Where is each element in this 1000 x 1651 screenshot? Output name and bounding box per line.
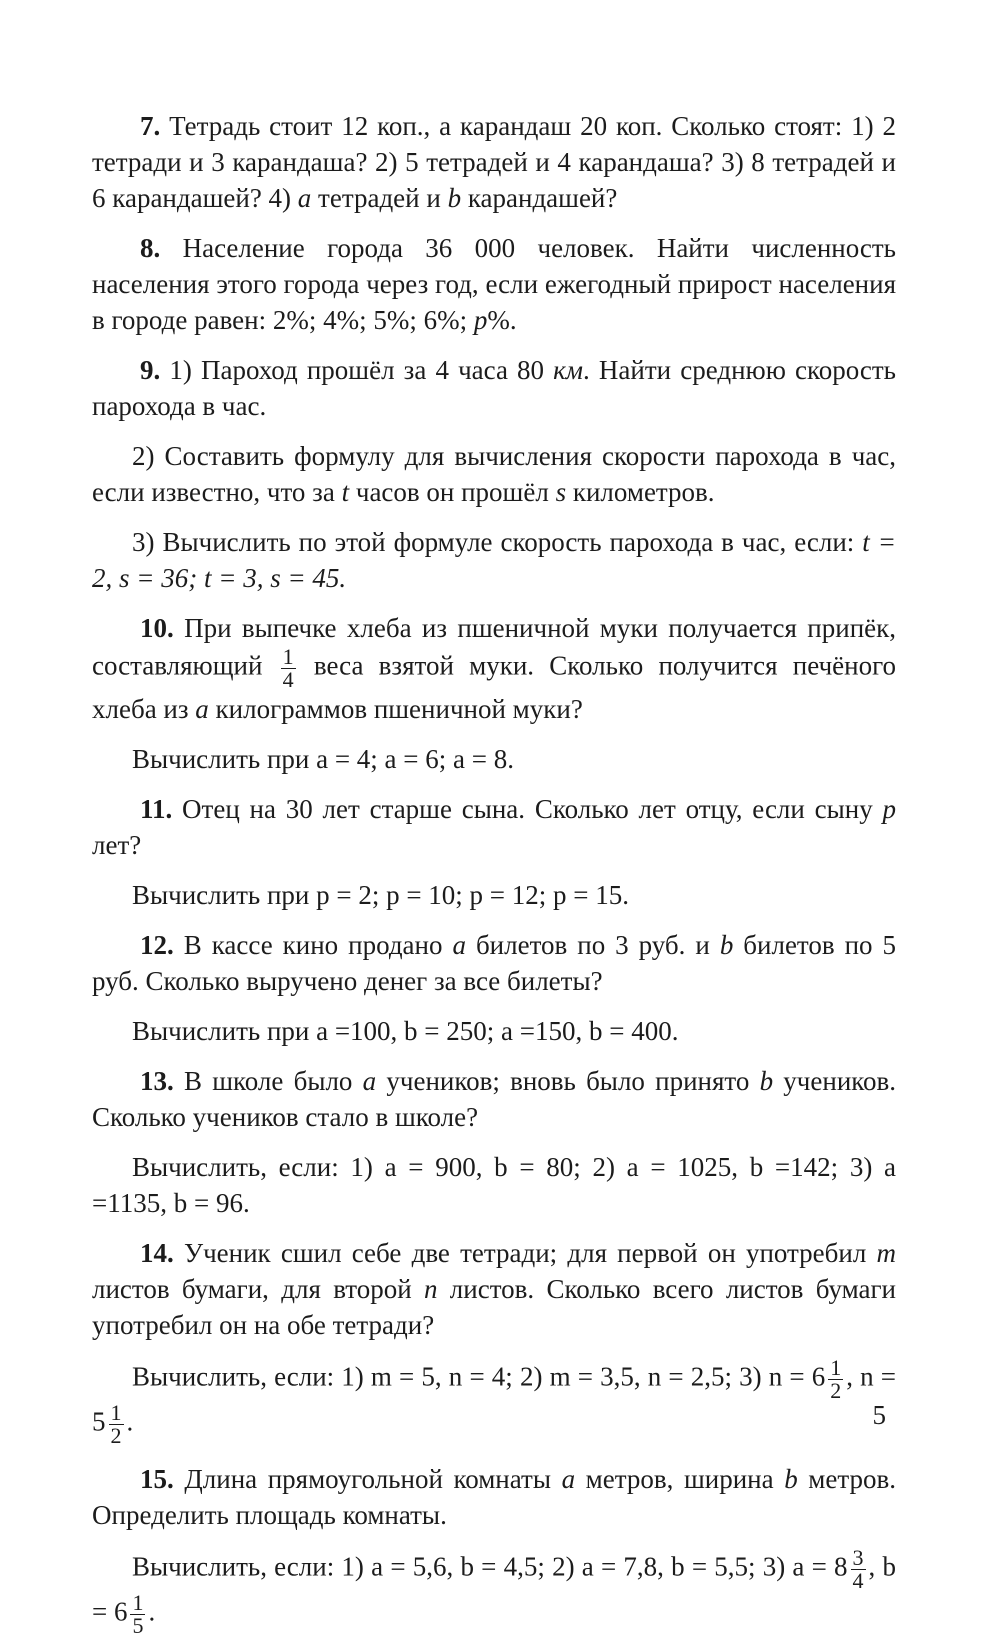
problem-text: Отец на 30 лет старше сына. Сколько лет отцу, если сыну: [182, 794, 883, 824]
problem-number: 13.: [140, 1066, 174, 1096]
problem-text: учеников. Сколько учеников стало в школе?: [92, 1066, 897, 1132]
variable: b: [784, 1464, 798, 1494]
problem-text: метров, ширина: [575, 1464, 785, 1494]
problem-9-part-2: [92, 438, 896, 510]
problem-9-part-3: [92, 524, 896, 596]
problem-11: [92, 791, 896, 863]
variable: a: [362, 1066, 377, 1096]
unit: км: [553, 355, 584, 385]
problem-9-part-1: [92, 352, 896, 424]
problem-13-calc: [92, 1149, 896, 1221]
fraction: [281, 646, 296, 691]
calc-text: , b = 6: [92, 1551, 897, 1627]
problem-7: [92, 108, 896, 216]
problem-text: Тетрадь стоит 12 коп., а карандаш 20 коп. Сколько стоят: 1) 2 тетради и 3 карандаша? 2) 5 тетрадей и 4 карандаша? 3) 8 тетрадей и 6 карандашей? 4): [92, 111, 897, 213]
problem-text: %.: [487, 305, 517, 335]
problem-14: [92, 1235, 896, 1343]
problem-number: 10.: [140, 613, 174, 643]
variable: a: [195, 694, 209, 724]
problem-text: килограммов пшеничной муки?: [208, 694, 583, 724]
problem-text: листов бумаги, для второй: [92, 1274, 424, 1304]
problem-10: [92, 610, 896, 727]
problem-text: Население города 36 000 человек. Найти численность населения этого города через год, если ежегодный прирост населения в городе равен: 2%; 4%; 5%; 6%;: [92, 233, 896, 335]
page-number: 5: [872, 1400, 886, 1430]
fraction-denominator: 2: [830, 1378, 842, 1403]
variable: b: [759, 1066, 774, 1096]
problem-11-calc: [92, 877, 896, 913]
variable: a: [452, 930, 466, 960]
problem-text: лет?: [92, 830, 142, 860]
problem-text: 3) Вычислить по этой формуле скорость парохода в час, если:: [132, 527, 863, 557]
problem-number: 15.: [140, 1464, 174, 1494]
fraction: [851, 1547, 866, 1592]
problem-text: листов. Сколько всего листов бумаги употребил он на обе тетради?: [92, 1274, 896, 1340]
problem-text: В школе было: [183, 1066, 363, 1096]
problem-number: 11.: [140, 794, 173, 824]
variable: b: [719, 930, 734, 960]
problem-text: Ученик сшил себе две тетради; для первой он употребил: [183, 1238, 877, 1268]
problem-number: 8.: [140, 233, 161, 263]
fraction-denominator: 4: [852, 1568, 864, 1593]
problem-text: . Найти среднюю скорость парохода в час.: [92, 355, 896, 421]
problem-text: часов он прошёл: [349, 477, 556, 507]
variable: b: [447, 183, 462, 213]
problem-text: 2) Составить формулу для вычисления скорости парохода в час, если известно, что за: [92, 441, 896, 507]
problem-text: В кассе кино продано: [183, 930, 453, 960]
problem-text: Длина прямоугольной комнаты: [184, 1464, 562, 1494]
problem-10-calc: [92, 741, 896, 777]
page-content: [92, 108, 896, 1651]
problem-text: тетрадей и: [311, 183, 448, 213]
fraction-numerator: 1: [282, 644, 294, 669]
problem-12-calc: [92, 1013, 896, 1049]
problem-text: билетов по 5 руб. Сколько выручено денег за все билеты?: [92, 930, 897, 996]
problem-text: билетов по 3 руб. и: [465, 930, 720, 960]
problem-text: карандашей?: [461, 183, 618, 213]
calc-text: Вычислить, если: 1) m = 5, n = 4; 2) m = 3,5, n = 2,5; 3) n = 6: [132, 1361, 826, 1392]
calc-text: .: [126, 1406, 134, 1437]
problem-text: веса взятой муки. Сколько получится печёного хлеба из: [92, 650, 896, 724]
variable: t: [341, 477, 350, 507]
calc-text: Вычислить, если: 1) a = 5,6, b = 4,5; 2) a = 7,8, b = 5,5; 3) a = 8: [132, 1551, 848, 1582]
fraction-numerator: 1: [110, 1400, 122, 1425]
problem-number: 7.: [140, 111, 161, 141]
problem-text: километров.: [566, 477, 715, 507]
formula: t = 2, s = 36; t = 3, s = 45.: [92, 527, 896, 593]
calc-text: Вычислить, если: 1) a = 900, b = 80; 2) a = 1025, b =142; 3) a =1135, b = 96.: [92, 1152, 896, 1218]
problem-text: При выпечке хлеба из пшеничной муки получается припёк, составляющий: [92, 613, 896, 681]
fraction: [109, 1402, 124, 1447]
fraction: [130, 1592, 145, 1637]
variable: p: [473, 305, 488, 335]
problem-text: метров. Определить площадь комнаты.: [92, 1464, 896, 1530]
calc-text: Вычислить при a =100, b = 250; a =150, b = 400.: [132, 1016, 679, 1046]
problem-15-calc: [92, 1547, 896, 1637]
variable: m: [876, 1238, 897, 1268]
problem-8: [92, 230, 896, 338]
problem-text: 1) Пароход прошёл за 4 часа 80: [169, 355, 554, 385]
calc-text: .: [148, 1596, 156, 1627]
fraction: [828, 1357, 843, 1402]
variable: a: [561, 1464, 576, 1494]
calc-text: Вычислить при a = 4; a = 6; a = 8.: [132, 744, 514, 774]
problem-number: 9.: [140, 355, 161, 385]
problem-12: [92, 927, 896, 999]
problem-text: учеников; вновь было принято: [376, 1066, 760, 1096]
variable: p: [882, 794, 896, 824]
problem-14-calc: [92, 1357, 896, 1447]
fraction-denominator: 4: [282, 667, 294, 692]
problem-number: 12.: [140, 930, 174, 960]
fraction-numerator: 1: [132, 1590, 144, 1615]
fraction-denominator: 5: [132, 1613, 144, 1638]
problem-15: [92, 1461, 896, 1533]
problem-number: 14.: [140, 1238, 174, 1268]
variable: n: [423, 1274, 438, 1304]
fraction-numerator: 1: [830, 1355, 842, 1380]
fraction-denominator: 2: [110, 1423, 122, 1448]
calc-text: , n = 5: [92, 1361, 896, 1437]
problem-13: [92, 1063, 896, 1135]
calc-text: Вычислить при p = 2; p = 10; p = 12; p = 15.: [132, 880, 630, 910]
variable: a: [297, 183, 312, 213]
fraction-numerator: 3: [852, 1545, 864, 1570]
variable: s: [555, 477, 567, 507]
